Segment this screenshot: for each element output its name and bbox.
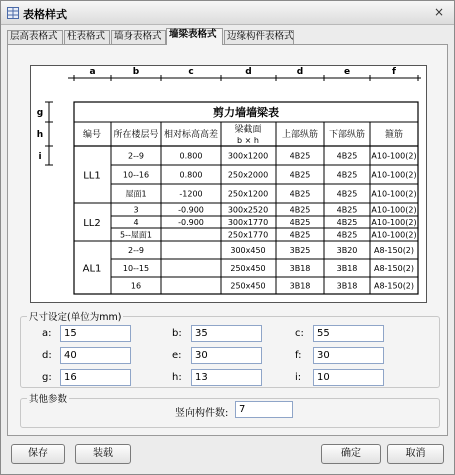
- field-h-label: h:: [172, 372, 182, 383]
- cell-section: 250x1200: [227, 189, 269, 199]
- dimension-label-c: c: [188, 67, 194, 77]
- cell-top-bar: 3B25: [289, 246, 311, 255]
- tab-wall-body[interactable]: 墙身表格式: [111, 30, 166, 44]
- load-button[interactable]: 装载: [75, 444, 131, 464]
- cell-stirrup: A8-150(2): [373, 264, 415, 273]
- header-bh: b × h: [237, 136, 259, 145]
- field-b-input[interactable]: 35: [191, 325, 262, 342]
- cell-section: 300x1770: [227, 218, 269, 227]
- cell-floor: 2--9: [128, 151, 144, 161]
- dimension-label-h: h: [36, 130, 44, 140]
- vertical-count-input[interactable]: 7: [235, 401, 293, 418]
- table-icon: [7, 7, 19, 19]
- cell-elevation: -0.900: [178, 218, 204, 227]
- cell-bottom-bar: 3B18: [336, 281, 358, 291]
- cell-top-bar: 4B25: [289, 151, 311, 161]
- dimension-label-d: d: [245, 67, 252, 77]
- cell-elevation: 0.800: [179, 151, 203, 161]
- field-h-input[interactable]: 13: [191, 369, 262, 386]
- field-i-label: i:: [295, 372, 302, 383]
- cell-top-bar: 4B25: [289, 230, 311, 240]
- cell-stirrup: A10-100(2): [371, 230, 417, 240]
- header-floor: 所在楼层号: [113, 130, 159, 140]
- header-section: 梁截面: [234, 125, 262, 135]
- dimension-label-e: e: [343, 67, 351, 77]
- size-settings-legend: 尺寸设定(单位为mm): [27, 309, 123, 323]
- header-stirrup: 箍筋: [384, 130, 404, 140]
- group-id: AL1: [82, 263, 102, 275]
- header-id: 编号: [82, 130, 102, 140]
- cell-top-bar: 4B25: [289, 218, 311, 227]
- cell-stirrup: A10-100(2): [371, 170, 417, 180]
- cell-elevation: 0.800: [179, 170, 203, 180]
- cell-section: 250x450: [230, 264, 266, 273]
- dimension-label-a: a: [89, 67, 96, 77]
- save-button[interactable]: 保存: [11, 444, 65, 464]
- cell-bottom-bar: 4B25: [336, 151, 358, 161]
- cell-stirrup: A10-100(2): [371, 218, 417, 227]
- cell-section: 300x2520: [227, 205, 269, 215]
- cell-floor: 4: [133, 218, 139, 227]
- cell-floor: 10--16: [122, 170, 150, 180]
- field-g-label: g:: [42, 372, 52, 383]
- field-d-label: d:: [42, 350, 52, 361]
- field-a-label: a:: [42, 328, 52, 339]
- field-e-label: e:: [172, 350, 182, 361]
- field-i-input[interactable]: 10: [313, 369, 384, 386]
- cell-stirrup: A10-100(2): [371, 151, 417, 161]
- header-bottom-bar: 下部纵筋: [328, 130, 366, 140]
- window-title: 表格样式: [23, 8, 67, 21]
- field-c-input[interactable]: 55: [313, 325, 384, 342]
- group-id: LL1: [83, 170, 101, 182]
- field-e-input[interactable]: 30: [191, 347, 262, 364]
- cell-floor: 5--屋面1: [120, 230, 152, 240]
- dimension-label-i: i: [38, 152, 42, 162]
- ok-button[interactable]: 确定: [321, 444, 381, 464]
- vertical-count-label: 竖向构件数:: [175, 408, 229, 419]
- cell-bottom-bar: 4B25: [336, 218, 358, 227]
- tab-column[interactable]: 柱表格式: [64, 30, 110, 44]
- cell-section: 250x2000: [227, 170, 269, 180]
- dimension-label-d: d: [296, 67, 304, 77]
- other-params-legend: 其他参数: [27, 391, 69, 405]
- group-id: LL2: [83, 218, 101, 229]
- tab-edge-member[interactable]: 边缘构件表格式: [224, 30, 294, 44]
- cell-stirrup: A10-100(2): [371, 189, 417, 199]
- dimension-label-f: f: [392, 67, 396, 77]
- cell-stirrup: A10-100(2): [371, 205, 417, 215]
- cell-section: 250x1770: [227, 230, 269, 240]
- field-c-label: c:: [295, 328, 304, 339]
- cell-floor: 3: [133, 205, 139, 215]
- cell-top-bar: 4B25: [289, 189, 311, 199]
- field-g-input[interactable]: 16: [60, 369, 131, 386]
- cell-elevation: -1200: [179, 189, 203, 199]
- cell-top-bar: 4B25: [289, 170, 311, 180]
- cell-stirrup: A8-150(2): [373, 246, 415, 255]
- cell-floor: 10--15: [122, 264, 150, 273]
- cell-floor: 屋面1: [125, 189, 147, 199]
- cell-floor: 16: [130, 281, 142, 291]
- cell-section: 250x450: [230, 281, 266, 291]
- cell-top-bar: 4B25: [289, 205, 311, 215]
- cell-section: 300x450: [230, 246, 266, 255]
- cell-elevation: -0.900: [178, 205, 204, 215]
- cell-bottom-bar: 4B25: [336, 170, 358, 180]
- cell-bottom-bar: 3B18: [336, 264, 358, 273]
- header-elevation: 相对标高高差: [163, 130, 219, 140]
- header-top-bar: 上部纵筋: [281, 130, 319, 140]
- field-b-label: b:: [172, 328, 182, 339]
- tab-floor-height[interactable]: 层高表格式: [7, 30, 63, 44]
- table-title: 剪力墙墙梁表: [213, 106, 279, 119]
- cell-bottom-bar: 4B25: [336, 189, 358, 199]
- field-f-input[interactable]: 30: [313, 347, 384, 364]
- cell-section: 300x1200: [227, 151, 269, 161]
- dimension-label-b: b: [132, 67, 140, 77]
- close-icon[interactable]: ×: [433, 5, 445, 19]
- cell-top-bar: 3B18: [289, 264, 311, 273]
- title-bar[interactable]: [1, 1, 454, 25]
- other-params-group: [20, 394, 440, 428]
- preview-drawing: [31, 66, 428, 304]
- cell-stirrup: A8-150(2): [373, 281, 415, 291]
- cell-top-bar: 3B18: [289, 281, 311, 291]
- cell-bottom-bar: 3B20: [336, 246, 358, 255]
- cancel-button[interactable]: 取消: [387, 444, 444, 464]
- tab-wall-beam[interactable]: 墙梁表格式: [166, 28, 223, 45]
- cell-floor: 2--9: [128, 246, 144, 255]
- table-preview: [30, 65, 427, 303]
- field-d-input[interactable]: 40: [60, 347, 131, 364]
- cell-bottom-bar: 4B25: [336, 230, 358, 240]
- dimension-label-g: g: [36, 108, 44, 118]
- field-a-input[interactable]: 15: [60, 325, 131, 342]
- cell-bottom-bar: 4B25: [336, 205, 358, 215]
- field-f-label: f:: [295, 350, 302, 361]
- tab-panel: [7, 44, 448, 436]
